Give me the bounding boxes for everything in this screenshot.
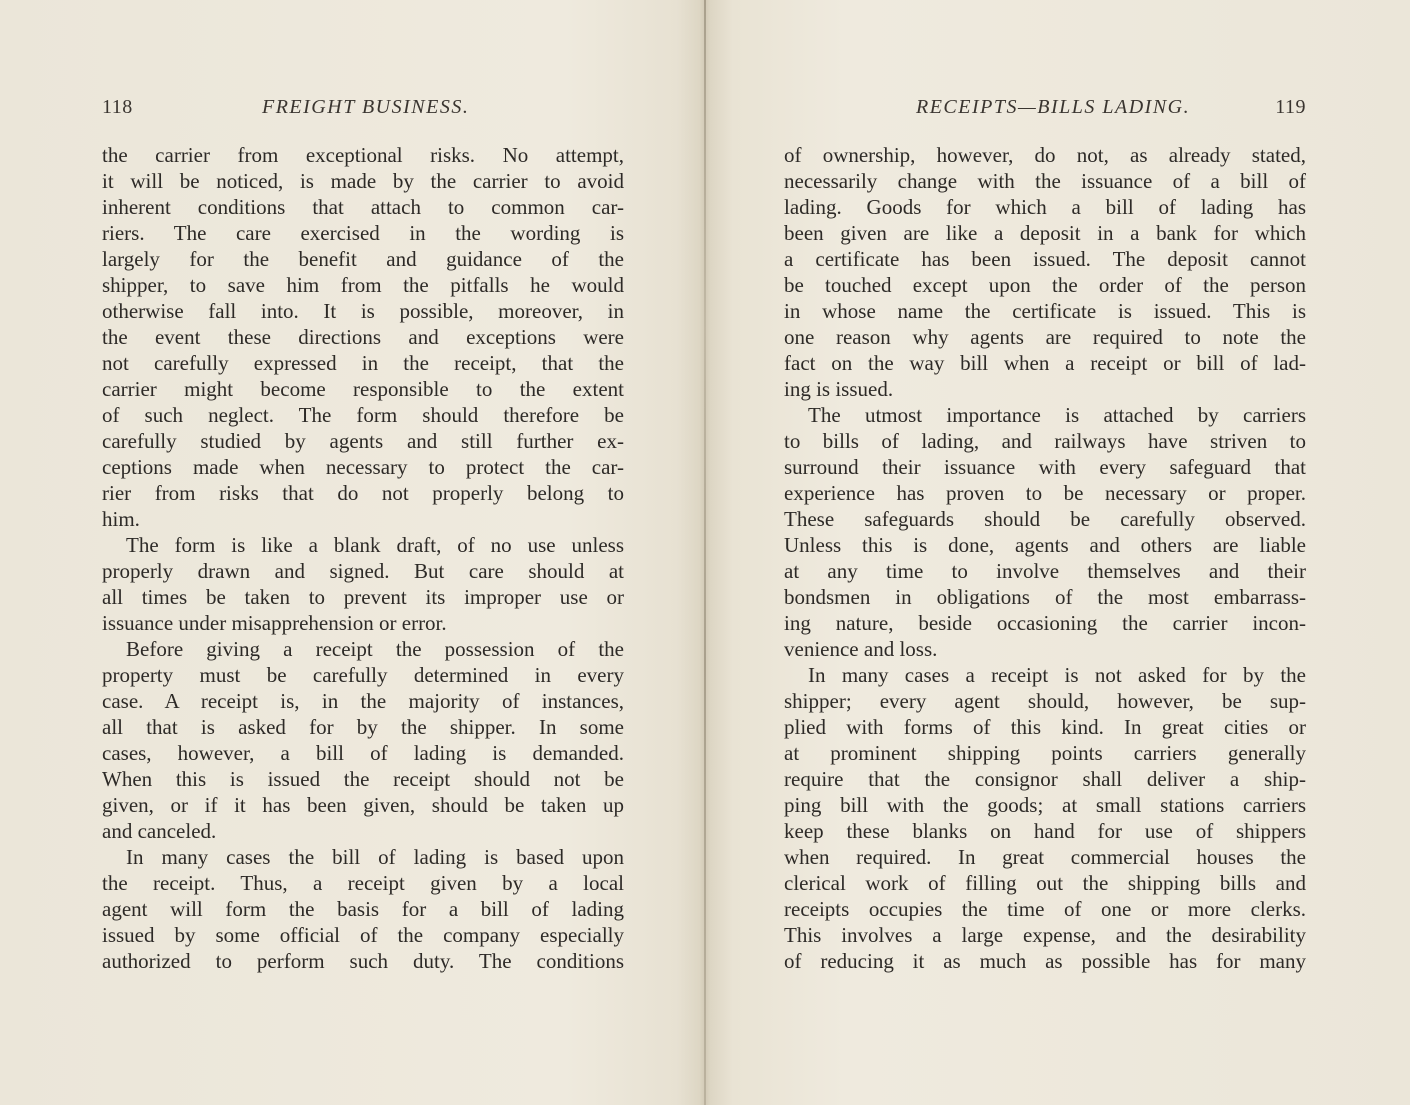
text-line: lading. Goods for which a bill of lading has (784, 195, 1306, 219)
left-page-body (102, 142, 624, 974)
text-line: clerical work of filling out the shipping bills and (784, 871, 1306, 895)
text-line: and canceled. (102, 819, 217, 843)
text-line: require that the consignor shall deliver a ship- (784, 767, 1306, 791)
text-line: shipper, to save him from the pitfalls he would (102, 273, 624, 297)
right-page (784, 0, 1306, 1105)
text-line: largely for the benefit and guidance of the (102, 247, 624, 271)
text-line: one reason why agents are required to note the (784, 325, 1306, 349)
left-page (102, 0, 624, 1105)
text-line: bondsmen in obligations of the most embarrass- (784, 585, 1306, 609)
text-line: surround their issuance with every safeguard that (784, 455, 1306, 479)
text-line: When this is issued the receipt should not be (102, 767, 624, 791)
text-line: necessarily change with the issuance of a bill of (784, 169, 1306, 193)
text-line: of ownership, however, do not, as already stated, (784, 143, 1306, 167)
text-line: at prominent shipping points carriers generally (784, 741, 1306, 765)
text-line: all times be taken to prevent its improper use or (102, 585, 624, 609)
text-line: case. A receipt is, in the majority of instances, (102, 689, 624, 713)
text-line: issued by some official of the company especially (102, 923, 624, 947)
text-line: at any time to involve themselves and their (784, 559, 1306, 583)
text-line: not carefully expressed in the receipt, that the (102, 351, 624, 375)
text-line: rier from risks that do not properly belong to (102, 481, 624, 505)
left-running-head (102, 96, 624, 124)
text-line: issuance under misapprehension or error. (102, 611, 447, 635)
text-line: receipts occupies the time of one or more clerks. (784, 897, 1306, 921)
text-line: ing nature, beside occasioning the carrier incon- (784, 611, 1306, 635)
text-line: carrier might become responsible to the extent (102, 377, 624, 401)
text-line: otherwise fall into. It is possible, moreover, in (102, 299, 624, 323)
text-line: ing is issued. (784, 377, 894, 401)
text-line: ping bill with the goods; at small stations carriers (784, 793, 1306, 817)
text-line: carefully studied by agents and still further ex- (102, 429, 624, 453)
text-line: shipper; every agent should, however, be sup- (784, 689, 1306, 713)
text-line: all that is asked for by the shipper. In some (102, 715, 624, 739)
text-line: of such neglect. The form should therefore be (102, 403, 624, 427)
text-line: the event these directions and exceptions were (102, 325, 624, 349)
book-gutter (704, 0, 706, 1105)
right-page-number: 119 (1275, 96, 1306, 118)
text-line: These safeguards should be carefully observed. (784, 507, 1306, 531)
text-line: to bills of lading, and railways have striven to (784, 429, 1306, 453)
text-line: Before giving a receipt the possession of the (126, 637, 624, 661)
text-line: The form is like a blank draft, of no use unless (126, 533, 624, 557)
text-line: Unless this is done, agents and others are liable (784, 533, 1306, 557)
text-line: This involves a large expense, and the desirability (784, 923, 1306, 947)
text-line: the carrier from exceptional risks. No attempt, (102, 143, 624, 167)
text-line: him. (102, 507, 140, 531)
text-line: The utmost importance is attached by carriers (808, 403, 1306, 427)
text-line: it will be noticed, is made by the carrier to avoid (102, 169, 624, 193)
text-line: inherent conditions that attach to common car- (102, 195, 624, 219)
left-running-title: FREIGHT BUSINESS. (262, 96, 470, 118)
text-line: be touched except upon the order of the person (784, 273, 1306, 297)
text-line: fact on the way bill when a receipt or bill of lad- (784, 351, 1306, 375)
right-running-head (784, 96, 1306, 124)
text-line: properly drawn and signed. But care should at (102, 559, 624, 583)
text-line: authorized to perform such duty. The conditions (102, 949, 624, 973)
text-line: keep these blanks on hand for use of shippers (784, 819, 1306, 843)
text-line: cases, however, a bill of lading is demanded. (102, 741, 624, 765)
right-running-title: RECEIPTS—BILLS LADING. (916, 96, 1191, 118)
text-line: property must be carefully determined in every (102, 663, 624, 687)
text-line: plied with forms of this kind. In great cities or (784, 715, 1306, 739)
text-line: a certificate has been issued. The deposit cannot (784, 247, 1306, 271)
text-line: the receipt. Thus, a receipt given by a local (102, 871, 624, 895)
right-page-body (784, 142, 1306, 974)
text-line: of reducing it as much as possible has for many (784, 949, 1306, 973)
left-page-number: 118 (102, 96, 133, 118)
text-line: In many cases the bill of lading is based upon (126, 845, 624, 869)
text-line: In many cases a receipt is not asked for by the (808, 663, 1306, 687)
text-line: ceptions made when necessary to protect the car- (102, 455, 624, 479)
text-line: given, or if it has been given, should be taken up (102, 793, 624, 817)
text-line: when required. In great commercial houses the (784, 845, 1306, 869)
text-line: venience and loss. (784, 637, 938, 661)
text-line: riers. The care exercised in the wording is (102, 221, 624, 245)
text-line: agent will form the basis for a bill of lading (102, 897, 624, 921)
text-line: in whose name the certificate is issued. This is (784, 299, 1306, 323)
text-line: experience has proven to be necessary or proper. (784, 481, 1306, 505)
text-line: been given are like a deposit in a bank for which (784, 221, 1306, 245)
